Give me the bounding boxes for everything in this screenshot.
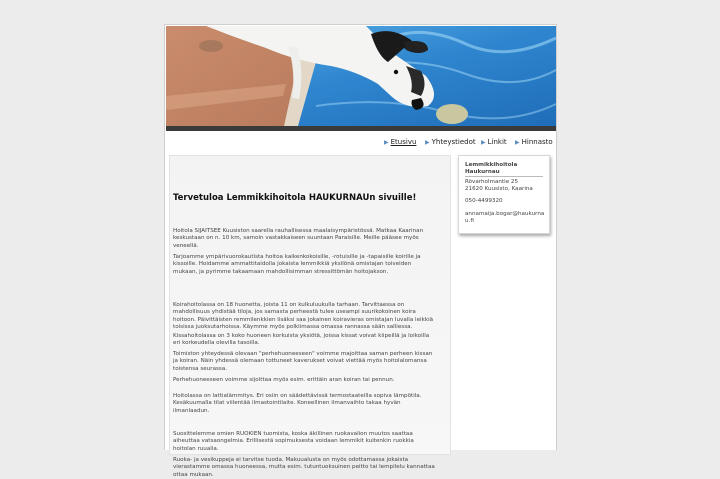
heating-paragraph: Hoitolassa on lattialämmitys. Eri osiin on säädettävissä termostaateilla sopiva lämpötila. Kesäkuumalla tilat viilentää ilmastointilaite. Koneellinen ilmanvaihto takaa hyvän ilmanlaadun.	[173, 393, 422, 414]
nav-item-yhteystiedot[interactable]	[425, 135, 476, 149]
address-line-1: Rövarholmantie 25	[465, 179, 519, 185]
page-title: Tervetuloa Lemmikkihoitola HAUKURNAUn sivuille!	[173, 193, 417, 203]
nav-arrow-icon: ▶	[384, 139, 389, 146]
nav-arrow-icon: ▶	[425, 139, 430, 146]
nav-arrow-icon: ▶	[481, 139, 486, 146]
nav-item-linkit[interactable]	[481, 135, 507, 149]
header-photo	[166, 26, 556, 126]
contact-box	[458, 155, 550, 234]
nav-label: Hinnasto	[521, 138, 553, 146]
food-paragraph: Suosittelemme omien RUOKIEN tuomista, koska äkillinen ruokavalion muutos saattaa aiheuttaa vatsaongelmia. Erillisestä sopimuksesta voidaan lemmikit kuitenkin ruokkia hoitolan ruualla.	[173, 431, 414, 452]
address-line-2: 21620 Kuusisto, Kaarina	[465, 186, 533, 192]
family-room-paragraph: Toimiston yhteydessä olevaan "perhehuoneeseen" voimme majoittaa saman perheen kissan ja koiran. Näin yhdessä olemaan tottuneet kaverukset voivat viettää myös hoitolalomansa toistensa seurassa.	[173, 351, 433, 372]
main-content	[169, 155, 451, 478]
intro-paragraph: Hoitola SIJAITSEE Kuusiston saarella rauhallisessa maalaisympäristössä. Matkaa Kaarinan keskustaan on n. 10 km, samoin vastakkaiseen suuntaan Paraisille. Meille pääsee myös veneellä.	[173, 228, 424, 249]
nav-item-etusivu[interactable]	[384, 135, 416, 149]
cat-facility-paragraph: Kissahoitolassa on 3 koko huoneen korkuista yksiötä, joissa kissat voivat kiipeillä ja loikoilla eri korkeudella olevilla tasoilla.	[173, 333, 430, 347]
page-container	[164, 24, 557, 478]
service-paragraph: Tarjoamme ympärivuorokautista hoitoa kaikenkokoisille, -rotuisille ja -tapaisille koirille ja kissoille. Hoidamme ammattitaidolla jokaista lemmikkiä yksilönä omistajan toiveiden mukaan, ja pyrimme takaamaan mahdollisimman stressittömän hoitojakson.	[173, 254, 421, 275]
phone-number: 050-4499320	[465, 198, 503, 204]
dog-facility-paragraph: Koirahoitolassa on 18 huonetta, joista 11 on kulkuluukulla tarhaan. Tarvittaessa on mahdollisuus yhdistää tiloja, jos samasta perheestä tulee useampi suurikokoinen koira hoitoon. Päivittäisten remmilenkkien lisäksi saa jokainen koiravieras omistajan luvalla leikkiä toisissa juoksutarhoissa. Käymme myös polkiimassa omassa rannassa sään salliessa.	[173, 302, 434, 330]
nav-item-hinnasto[interactable]	[515, 135, 553, 149]
bowls-paragraph: Ruoka- ja vesikuppeja ei tarvitse tuoda. Makuualusta on myös odottamassa jokaista vierastamme omassa huoneessa, mutta esim. tutuntuoksuinen peitto tai lempilelu kannattaa ottaa mukaan.	[173, 457, 435, 478]
header-divider-bar	[166, 126, 556, 131]
nav-label: Etusivu	[390, 138, 417, 146]
contact-box-title: Lemmikkihoitola Haukurnau	[465, 162, 543, 177]
email-link[interactable]: annamaija.bogar@haukurnau.fi	[465, 211, 545, 224]
dog-at-pool-image	[166, 26, 556, 126]
nav-label: Yhteystiedot	[431, 138, 476, 146]
nav-label: Linkit	[487, 138, 507, 146]
nav-arrow-icon: ▶	[515, 139, 520, 146]
main-navigation	[165, 135, 556, 151]
family-room-note: Perhehuoneeseen voimme sijoittaa myös esim. erittäin aran koiran tai pennun.	[173, 377, 395, 383]
